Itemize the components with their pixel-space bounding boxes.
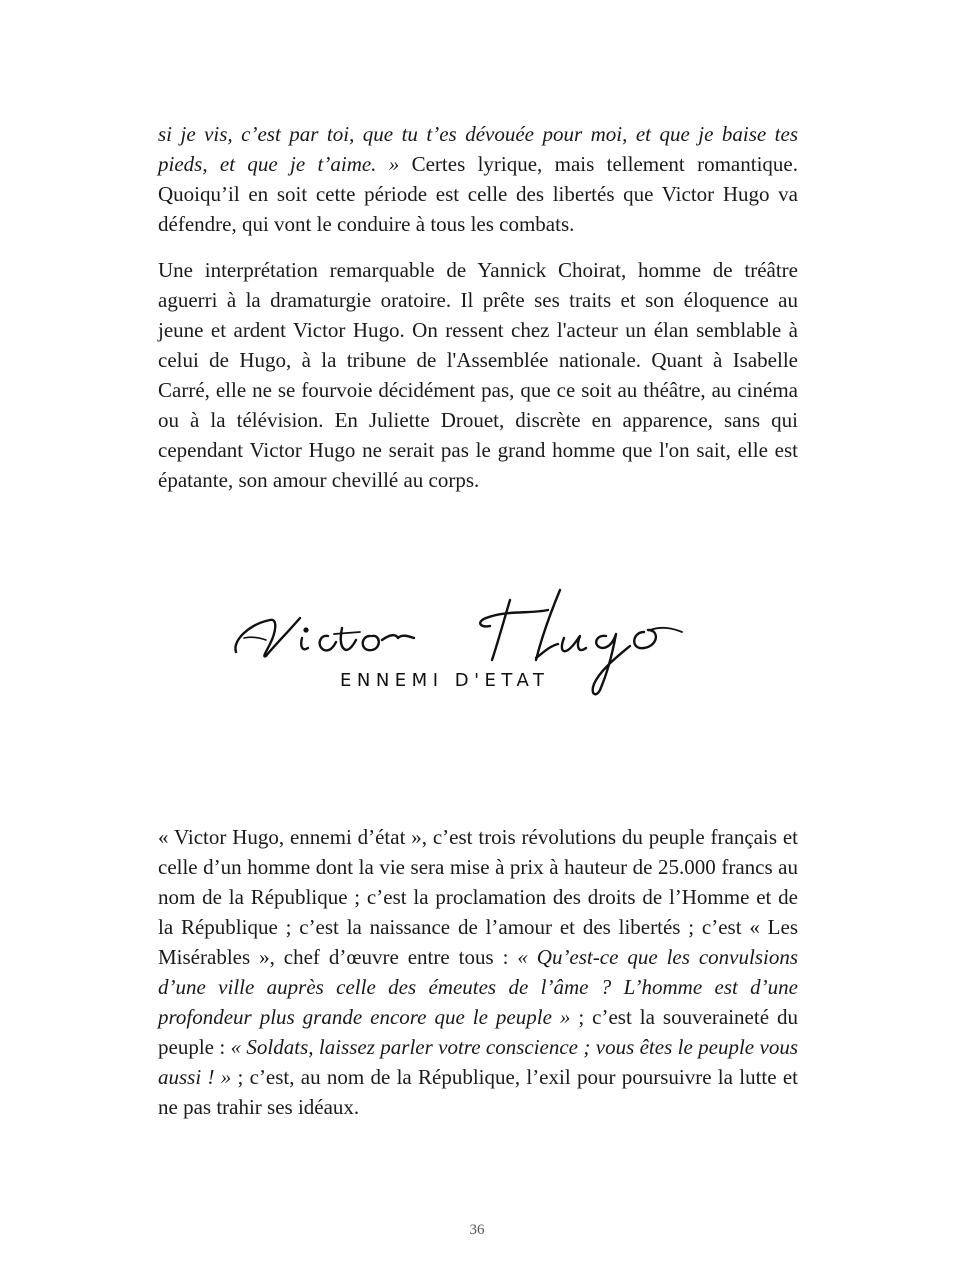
paragraph-1-text: Certes lyrique, mais tellement romantique. Quoiqu’il en soit cette période est celle des libertés que Victor Hugo va défendre, qui vont le conduire à tous les combats. [158, 152, 798, 236]
victor-hugo-title-logo [230, 580, 700, 710]
quote-italic-1: si je vis, c’est par toi, que tu t’es dévouée pour moi, et que je baise tes pieds, et que je t’aime. » [158, 122, 798, 176]
page-number: 36 [469, 1222, 485, 1238]
paragraph-1 [158, 119, 798, 239]
quote-italic-3: « Soldats, laissez parler votre conscience ; vous êtes le peuple vous aussi ! » [158, 1035, 798, 1089]
paragraph-3-text-a: « Victor Hugo, ennemi d’état », c’est trois révolutions du peuple français et celle d’un homme dont la vie sera mise à prix à hauteur de 25.000 francs au nom de la République ; c’est la proclamation des droits de l’Homme et de la République ; c’est la naissance de l’amour et des libertés ; c’est « Les Misérables », chef d’œuvre entre tous : [158, 825, 798, 969]
logo-subtitle: ENNEMI D'ETAT [340, 670, 550, 691]
paragraph-3-text-c: ; c’est, au nom de la République, l’exil pour poursuivre la lutte et ne pas trahir ses idéaux. [158, 1065, 798, 1119]
paragraph-3 [158, 822, 798, 1122]
paragraph-3-text-b: ; c’est la souveraineté du peuple : [158, 1005, 799, 1059]
paragraph-2: Une interprétation remarquable de Yannick Choirat, homme de tréâtre aguerri à la dramaturgie oratoire. Il prête ses traits et son éloquence au jeune et ardent Victor Hugo. On ressent chez l'acteur un élan semblable à celui de Hugo, à la tribune de l'Assemblée nationale. Quant à Isabelle Carré, elle ne se fourvoie décidément pas, que ce soit au théâtre, au cinéma ou à la télévision. En Juliette Drouet, discrète en apparence, sans qui cependant Victor Hugo ne serait pas le grand homme que l'on sait, elle est épatante, son amour chevillé au corps. [158, 258, 798, 492]
quote-italic-2: « Qu’est-ce que les convulsions d’une ville auprès celle des émeutes de l’âme ? L’homme est d’une profondeur plus grande encore que le peuple » [158, 945, 798, 1029]
